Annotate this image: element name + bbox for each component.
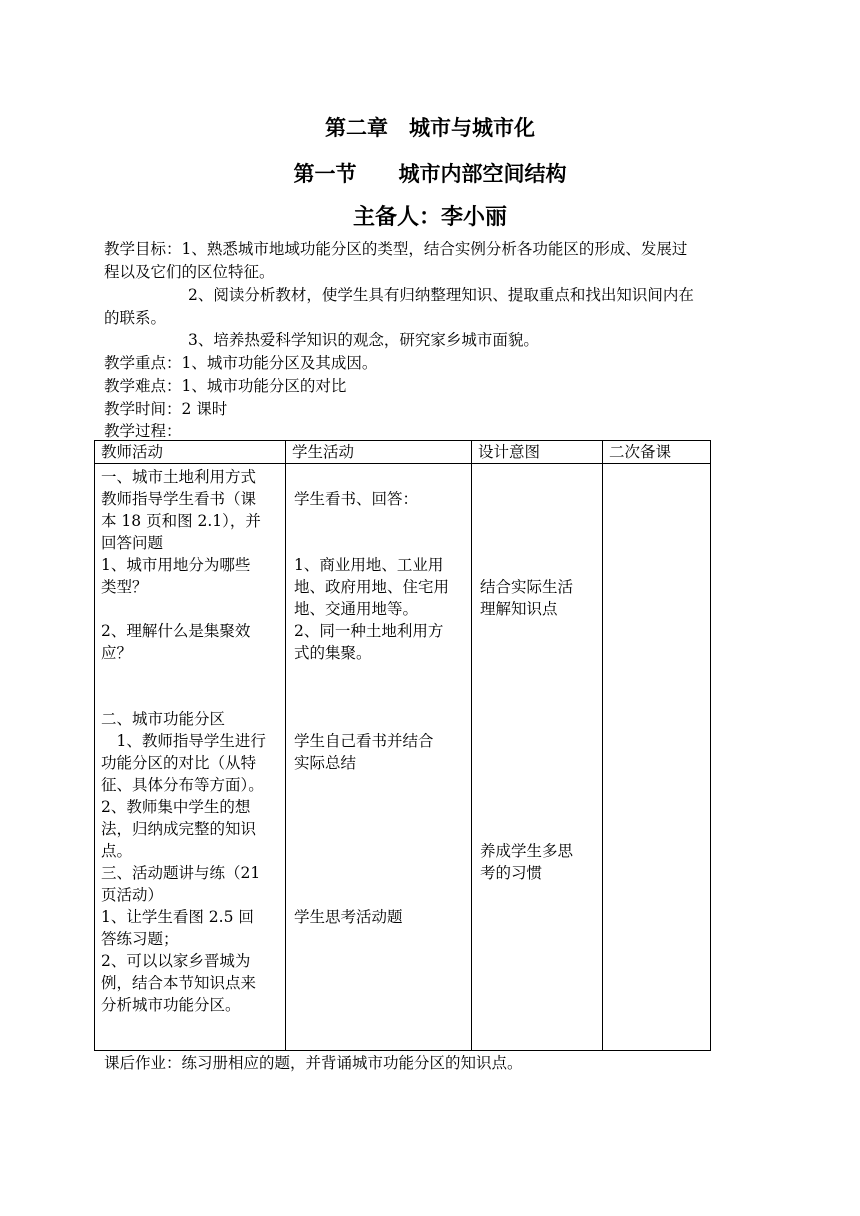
design-intent-line (480, 796, 602, 818)
design-intent-line (480, 510, 602, 532)
student-activity-line: 学生思考活动题 (294, 908, 403, 926)
process-table (94, 440, 711, 1051)
design-intent-cell (472, 464, 603, 1051)
design-intent-line (480, 774, 602, 796)
student-activity-line (294, 532, 471, 554)
teacher-activity-line: 二、城市功能分区 (101, 710, 226, 728)
student-activity-line (294, 686, 471, 708)
student-activity-line: 学生自己看书并结合 (294, 732, 434, 750)
teacher-activity-line: 一、城市土地利用方式 (101, 468, 257, 486)
duration: 教学时间：2 课时 (104, 400, 228, 418)
design-intent-line (480, 686, 602, 708)
design-intent-line (480, 642, 602, 664)
student-activity-line (294, 840, 471, 862)
design-intent-line: 结合实际生活 (480, 578, 574, 596)
student-activity-line (294, 510, 471, 532)
header-intent: 设计意图 (472, 441, 603, 464)
teacher-activity-line: 分析城市功能分区。 (101, 996, 241, 1014)
design-intent-line (480, 818, 602, 840)
teacher-activity-line: 答练习题； (101, 930, 179, 948)
student-activity-line: 地、交通用地等。 (294, 600, 419, 618)
objective-line-2: 程以及它们的区位特征。 (104, 263, 275, 281)
teacher-activity-line: 本 18 页和图 2.1），并 (101, 512, 261, 530)
header-student: 学生活动 (286, 441, 472, 464)
teacher-activity-line (101, 664, 285, 686)
design-intent-line (480, 664, 602, 686)
design-intent-line (480, 752, 602, 774)
key-point: 教学重点：1、城市功能分区及其成因。 (104, 354, 378, 372)
second-prep-cell (603, 464, 711, 1051)
teacher-activity-line: 征、具体分布等方面）。 (101, 776, 264, 794)
teacher-activity-line: 法，归纳成完整的知识 (101, 820, 257, 838)
homework: 课后作业：练习册相应的题，并背诵城市功能分区的知识点。 (104, 1054, 523, 1072)
teacher-activity-line: 2、教师集中学生的想 (101, 798, 251, 816)
process-label: 教学过程： (104, 422, 182, 440)
section-title: 第一节 城市内部空间结构 (293, 162, 567, 186)
teacher-activity-cell (95, 464, 286, 1051)
design-intent-line: 理解知识点 (480, 600, 558, 618)
teacher-activity-line: 类型？ (101, 578, 148, 596)
student-activity-line (294, 884, 471, 906)
teacher-activity-line (101, 686, 285, 708)
header-teacher: 教师活动 (95, 441, 286, 464)
objective-line-3: 2、阅读分析教材，使学生具有归纳整理知识、提取重点和找出知识间内在 (188, 286, 694, 304)
teacher-activity-line: 三、活动题讲与练（21 (101, 864, 261, 882)
teacher-activity-line: 点。 (101, 842, 133, 860)
student-activity-line: 学生看书、回答： (294, 490, 419, 508)
student-activity-line (294, 466, 471, 488)
design-intent-line (480, 488, 602, 510)
student-activity-line (294, 818, 471, 840)
design-intent-line (480, 466, 602, 488)
objective-line-1: 教学目标：1、熟悉城市地域功能分区的类型，结合实例分析各功能区的形成、发展过 (104, 240, 688, 258)
student-activity-line: 式的集聚。 (294, 644, 372, 662)
design-intent-line (480, 708, 602, 730)
teacher-activity-line: 功能分区的对比（从特 (101, 754, 257, 772)
objective-line-4: 的联系。 (104, 309, 167, 327)
chapter-title: 第二章 城市与城市化 (325, 116, 535, 140)
student-activity-line (294, 796, 471, 818)
teacher-activity-line: 1、让学生看图 2.5 回 (101, 908, 254, 926)
student-activity-line: 2、同一种土地利用方 (294, 622, 444, 640)
design-intent-line (480, 532, 602, 554)
student-activity-line (294, 664, 471, 686)
teacher-activity-line: 例，结合本节知识点来 (101, 974, 257, 992)
teacher-activity-line: 应？ (101, 644, 133, 662)
student-activity-line: 地、政府用地、住宅用 (294, 578, 450, 596)
student-activity-line (294, 774, 471, 796)
teacher-activity-line: 2、可以以家乡晋城为 (101, 952, 251, 970)
design-intent-line: 考的习惯 (480, 864, 543, 882)
teacher-activity-line: 页活动） (101, 886, 164, 904)
teacher-activity-line: 回答问题 (101, 534, 164, 552)
student-activity-line: 1、商业用地、工业用 (294, 556, 444, 574)
student-activity-cell (286, 464, 472, 1051)
objective-line-5: 3、培养热爱科学知识的观念，研究家乡城市面貌。 (188, 331, 539, 349)
student-activity-line (294, 862, 471, 884)
teacher-activity-line: 教师指导学生看书（课 (101, 490, 257, 508)
teacher-activity-line (101, 598, 285, 620)
difficulty: 教学难点：1、城市功能分区的对比 (104, 377, 347, 395)
design-intent-line (480, 554, 602, 576)
design-intent-line: 养成学生多思 (480, 842, 574, 860)
student-activity-line: 实际总结 (294, 754, 357, 772)
teacher-activity-line: 1、城市用地分为哪些 (101, 556, 251, 574)
teacher-activity-line: 1、教师指导学生进行 (101, 732, 266, 750)
preparer-title: 主备人：李小丽 (352, 205, 507, 230)
teacher-activity-line: 2、理解什么是集聚效 (101, 622, 251, 640)
design-intent-line (480, 620, 602, 642)
student-activity-line (294, 708, 471, 730)
header-second: 二次备课 (603, 441, 711, 464)
design-intent-line (480, 730, 602, 752)
